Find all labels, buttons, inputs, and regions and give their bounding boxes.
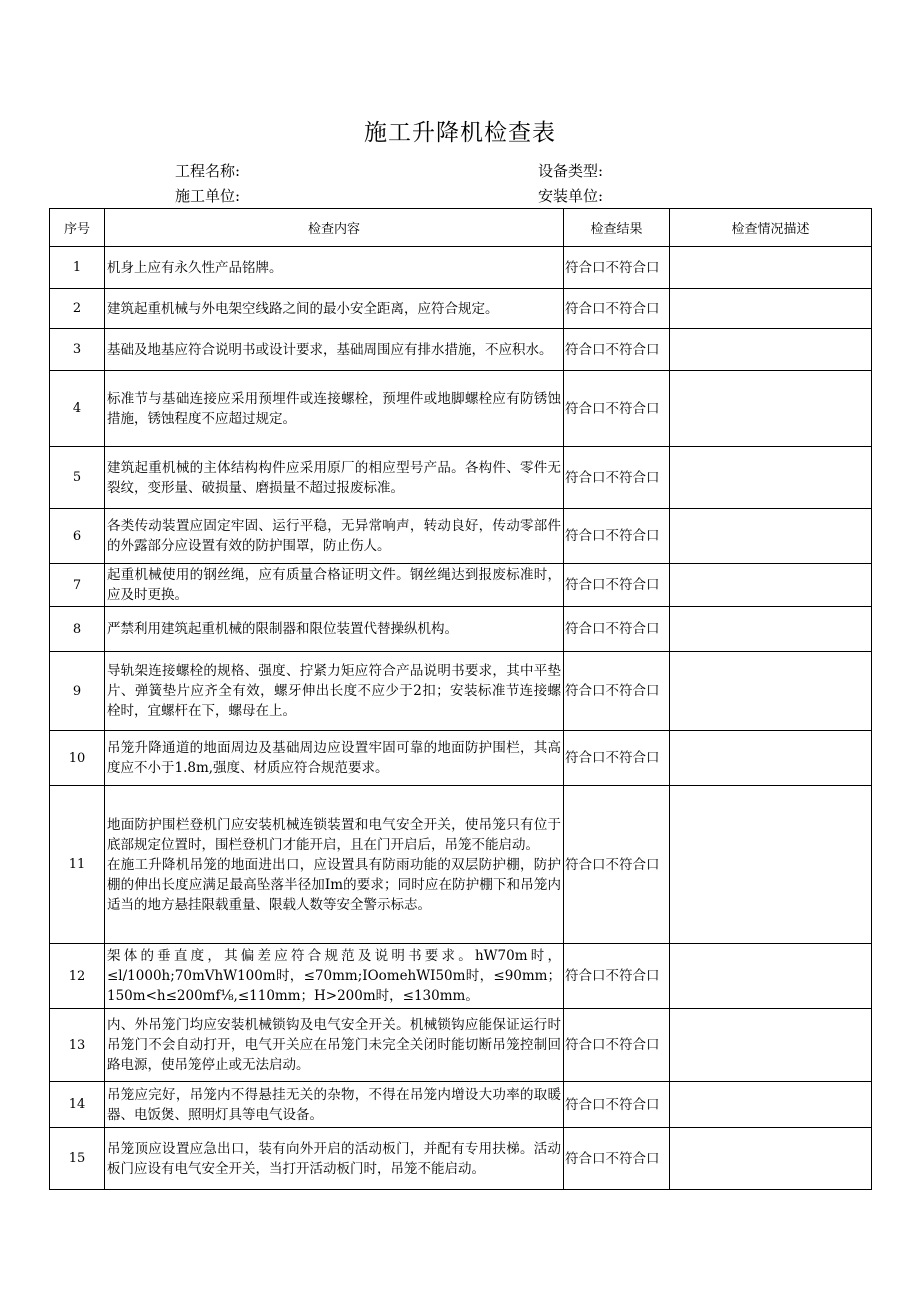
construction-unit-label: 施工单位: — [175, 187, 241, 205]
check-description[interactable] — [670, 652, 872, 731]
table-row — [50, 371, 872, 447]
page-title: 施工升降机检查表 — [364, 120, 556, 146]
check-content: 架体的垂直度，其偏差应符合规范及说明书要求。hW70m时，≤l/1000h;70mVhW100m时，≤70mm;IOomehWI50m时，≤90mm；150m<h≤200mf⅛,≤110mm；H>200m时，≤130mm。 — [105, 944, 564, 1009]
check-content: 导轨架连接螺栓的规格、强度、拧紧力矩应符合产品说明书要求，其中平垫片、弹簧垫片应齐全有效，螺牙伸出长度不应少于2扣；安装标准节连接螺栓时，宜螺杆在下，螺母在上。 — [105, 652, 564, 731]
row-number: 3 — [50, 329, 105, 371]
check-content: 标准节与基础连接应采用预埋件或连接螺栓，预埋件或地脚螺栓应有防锈蚀措施，锈蚀程度不应超过规定。 — [105, 371, 564, 447]
check-content: 严禁利用建筑起重机械的限制器和限位装置代替操纵机构。 — [105, 607, 564, 652]
row-number: 9 — [50, 652, 105, 731]
row-number: 13 — [50, 1009, 105, 1082]
check-description[interactable] — [670, 786, 872, 944]
table-row — [50, 1082, 872, 1128]
check-result[interactable]: 符合口不符合口 — [564, 247, 670, 289]
check-description[interactable] — [670, 509, 872, 564]
check-content: 各类传动装置应固定牢固、运行平稳，无异常响声，转动良好，传动零部件的外露部分应设置有效的防护围罩，防止伤人。 — [105, 509, 564, 564]
check-description[interactable] — [670, 329, 872, 371]
table-row — [50, 652, 872, 731]
check-description[interactable] — [670, 607, 872, 652]
table-row — [50, 329, 872, 371]
row-number: 10 — [50, 731, 105, 786]
check-content-part-1: 地面防护围栏登机门应安装机械连锁装置和电气安全开关，使吊笼只有位于底部规定位置时，围栏登机门才能开启，且在门开启后，吊笼不能启动。 — [107, 816, 561, 853]
check-content: 吊笼升降通道的地面周边及基础周边应设置牢固可靠的地面防护围栏，其高度应不小于1.8m,强度、材质应符合规范要求。 — [105, 731, 564, 786]
row-number: 11 — [50, 786, 105, 944]
check-content: 建筑起重机械的主体结构构件应采用原厂的相应型号产品。各构件、零件无裂纹，变形量、破损量、磨损量不超过报废标准。 — [105, 447, 564, 509]
check-result[interactable]: 符合口不符合口 — [564, 289, 670, 329]
check-content: 吊笼顶应设置应急出口，装有向外开启的活动板门，并配有专用扶梯。活动板门应设有电气安全开关，当打开活动板门时，吊笼不能启动。 — [105, 1128, 564, 1190]
check-content: 建筑起重机械与外电架空线路之间的最小安全距离，应符合规定。 — [105, 289, 564, 329]
check-description[interactable] — [670, 371, 872, 447]
header-no: 序号 — [50, 209, 105, 247]
table-row — [50, 1128, 872, 1190]
check-result[interactable]: 符合口不符合口 — [564, 786, 670, 944]
check-description[interactable] — [670, 731, 872, 786]
table-row — [50, 786, 872, 944]
table-row — [50, 289, 872, 329]
check-content: 机身上应有永久性产品铭牌。 — [105, 247, 564, 289]
row-number: 12 — [50, 944, 105, 1009]
check-result[interactable]: 符合口不符合口 — [564, 1009, 670, 1082]
check-description[interactable] — [670, 447, 872, 509]
row-number: 2 — [50, 289, 105, 329]
check-content: 吊笼应完好，吊笼内不得悬挂无关的杂物，不得在吊笼内增设大功率的取暖器、电饭煲、照明灯具等电气设备。 — [105, 1082, 564, 1128]
check-content: 起重机械使用的钢丝绳，应有质量合格证明文件。钢丝绳达到报废标准时，应及时更换。 — [105, 564, 564, 607]
check-description[interactable] — [670, 564, 872, 607]
check-result[interactable]: 符合口不符合口 — [564, 607, 670, 652]
table-header-row — [50, 209, 872, 247]
header-content: 检查内容 — [105, 209, 564, 247]
row-number: 6 — [50, 509, 105, 564]
row-number: 15 — [50, 1128, 105, 1190]
check-description[interactable] — [670, 1009, 872, 1082]
check-result[interactable]: 符合口不符合口 — [564, 652, 670, 731]
row-number: 7 — [50, 564, 105, 607]
table-row — [50, 247, 872, 289]
check-result[interactable]: 符合口不符合口 — [564, 731, 670, 786]
table-row — [50, 447, 872, 509]
table-row — [50, 944, 872, 1009]
check-content: 基础及地基应符合说明书或设计要求，基础周围应有排水措施，不应积水。 — [105, 329, 564, 371]
check-description[interactable] — [670, 247, 872, 289]
table-row — [50, 607, 872, 652]
equipment-type-label: 设备类型: — [538, 162, 604, 180]
table-row — [50, 564, 872, 607]
table-row — [50, 509, 872, 564]
row-number: 4 — [50, 371, 105, 447]
check-content: 内、外吊笼门均应安装机械锁钩及电气安全开关。机械锁钩应能保证运行时吊笼门不会自动打开，电气开关应在吊笼门未完全关闭时能切断吊笼控制回路电源，使吊笼停止或无法启动。 — [105, 1009, 564, 1082]
check-result[interactable]: 符合口不符合口 — [564, 371, 670, 447]
check-content-part-2: 在施工升降机吊笼的地面进出口，应设置具有防雨功能的双层防护棚，防护棚的伸出长度应满足最高坠落半径加Im的要求；同时应在防护棚下和吊笼内适当的地方悬挂限载重量、限载人数等安全警示标志。 — [107, 856, 561, 913]
row-number: 5 — [50, 447, 105, 509]
install-unit-label: 安装单位: — [538, 187, 604, 205]
check-description[interactable] — [670, 289, 872, 329]
check-result[interactable]: 符合口不符合口 — [564, 944, 670, 1009]
table-row — [50, 1009, 872, 1082]
row-number: 1 — [50, 247, 105, 289]
header-desc: 检查情况描述 — [670, 209, 872, 247]
check-result[interactable]: 符合口不符合口 — [564, 447, 670, 509]
row-number: 14 — [50, 1082, 105, 1128]
inspection-table — [49, 208, 872, 1190]
check-description[interactable] — [670, 1082, 872, 1128]
check-result[interactable]: 符合口不符合口 — [564, 1128, 670, 1190]
check-content — [105, 786, 564, 944]
check-result[interactable]: 符合口不符合口 — [564, 564, 670, 607]
project-name-label: 工程名称: — [175, 162, 241, 180]
header-result: 检查结果 — [564, 209, 670, 247]
table-row — [50, 731, 872, 786]
check-description[interactable] — [670, 944, 872, 1009]
check-result[interactable]: 符合口不符合口 — [564, 329, 670, 371]
check-result[interactable]: 符合口不符合口 — [564, 509, 670, 564]
check-result[interactable]: 符合口不符合口 — [564, 1082, 670, 1128]
row-number: 8 — [50, 607, 105, 652]
check-description[interactable] — [670, 1128, 872, 1190]
